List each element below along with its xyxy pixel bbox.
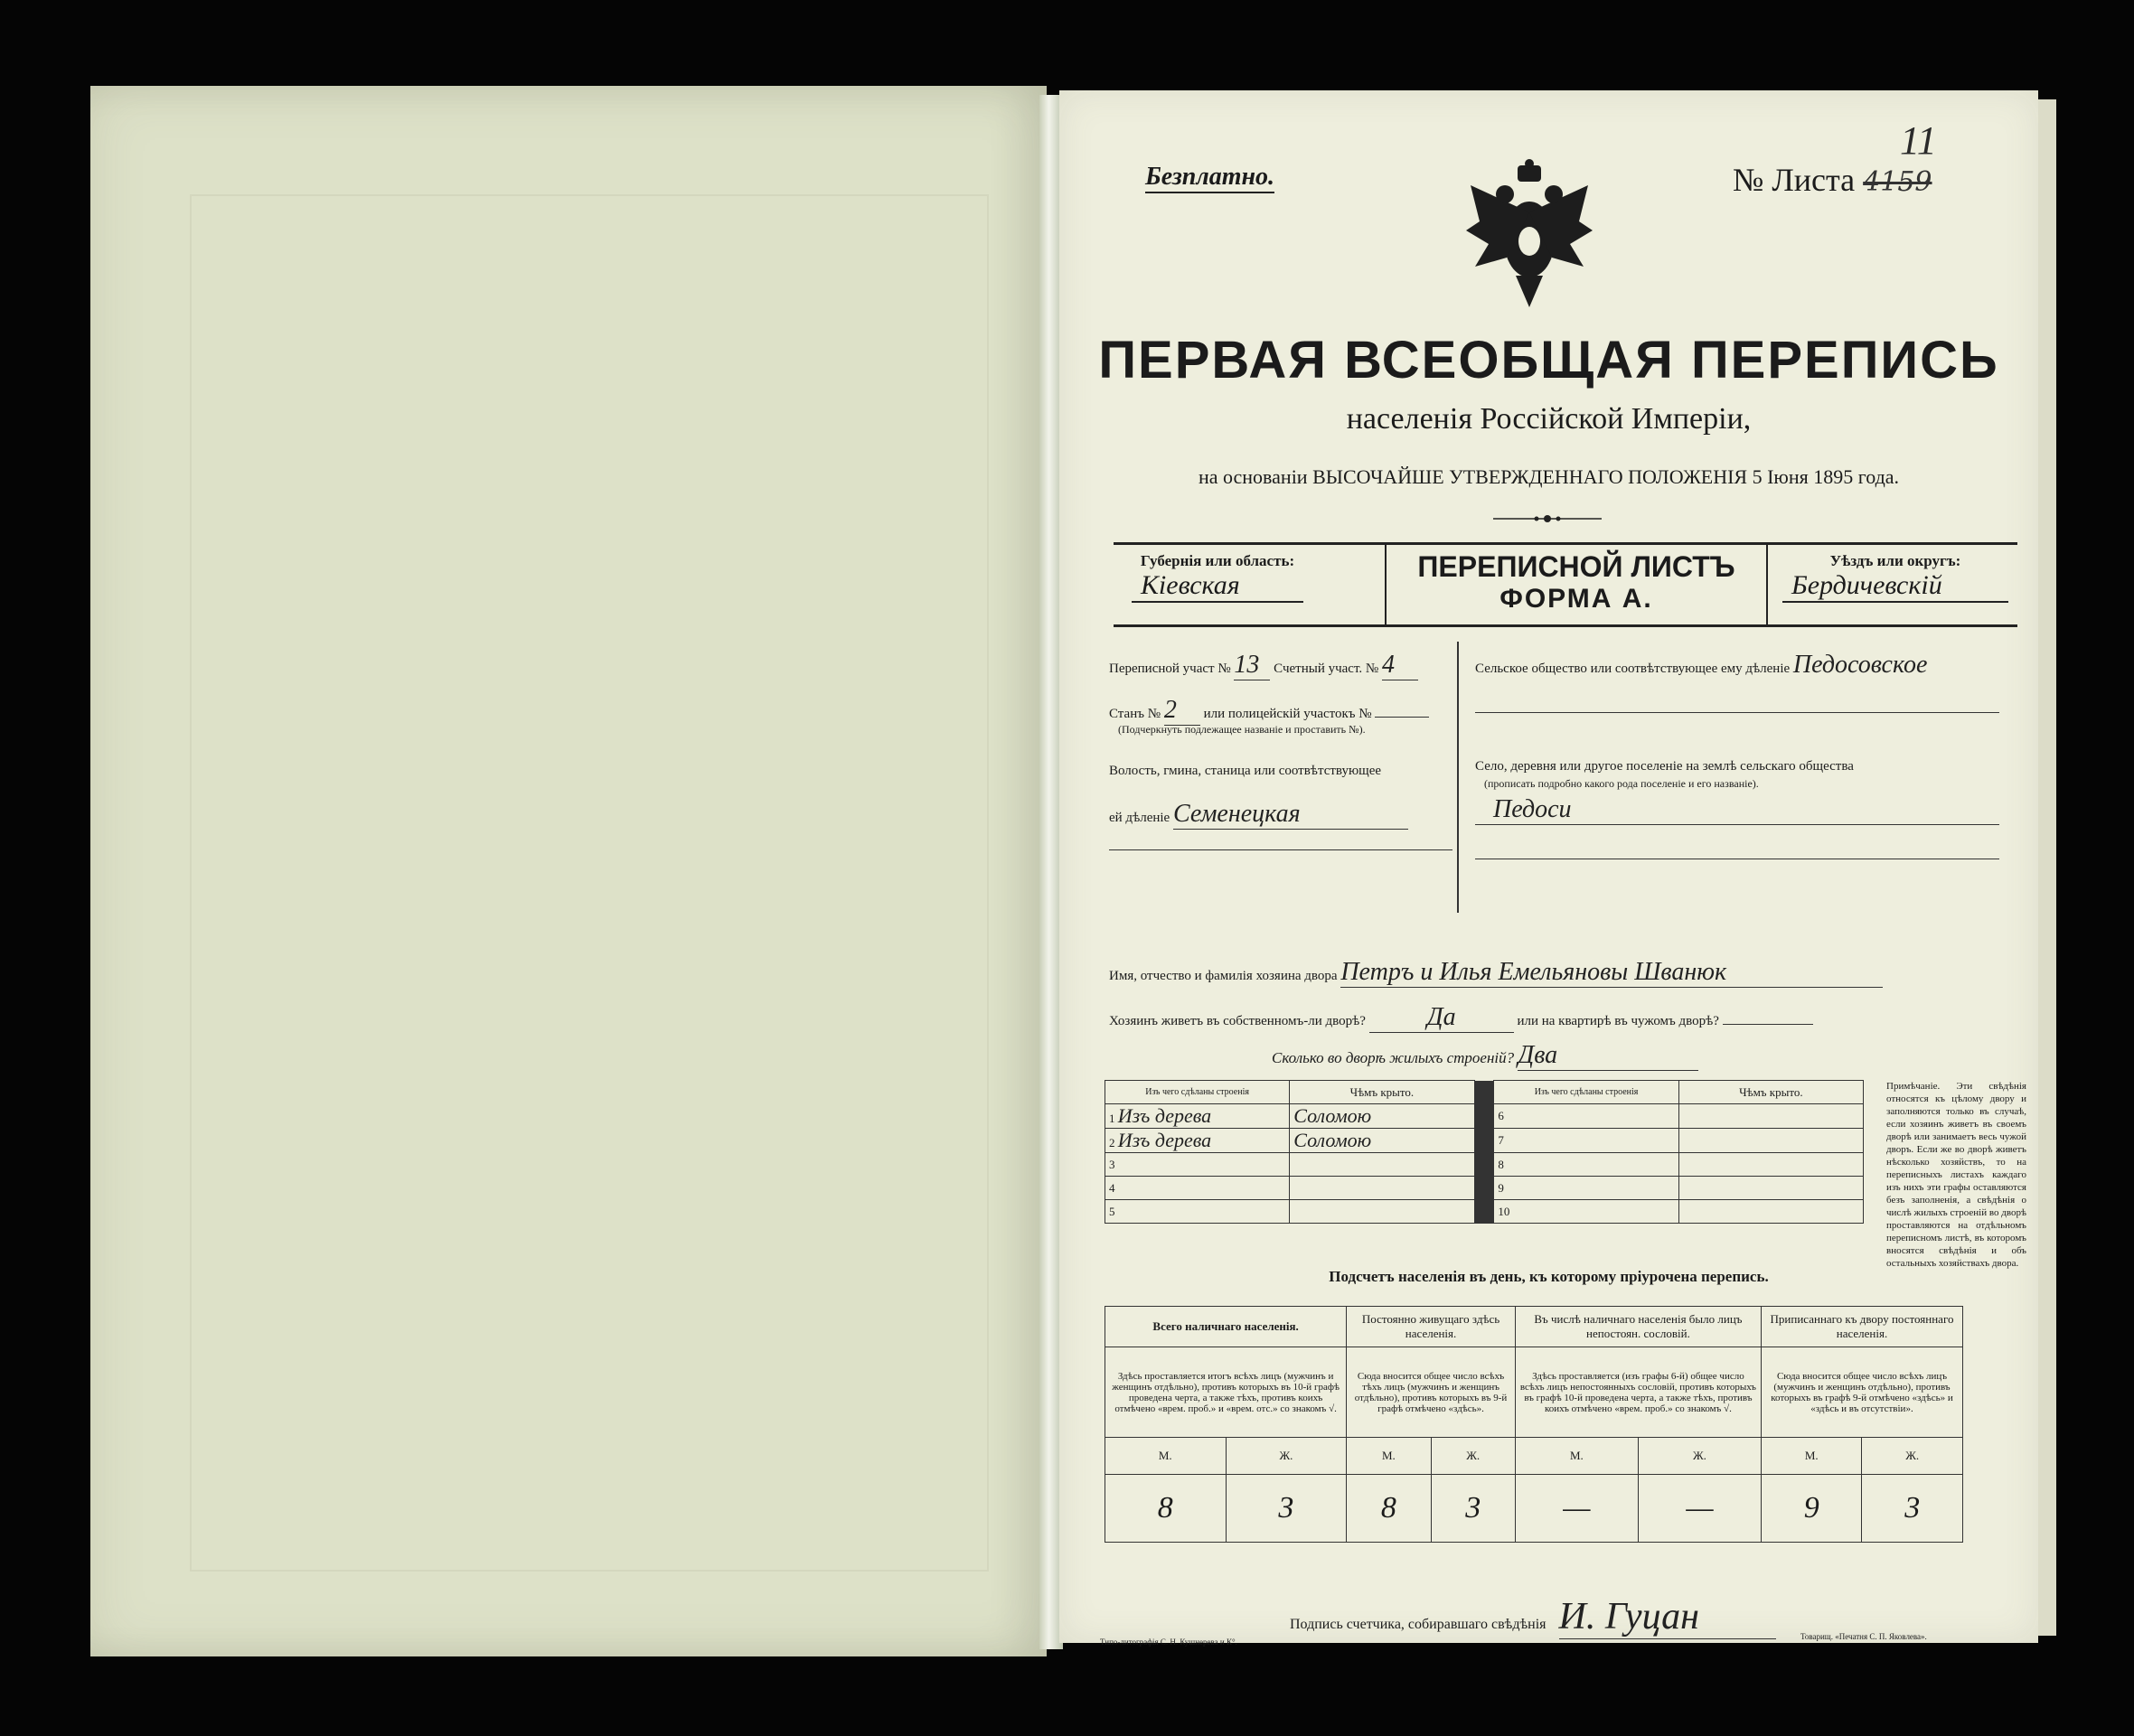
page-edge: [2038, 99, 2056, 1636]
female-label: Ж.: [1226, 1438, 1347, 1475]
buildings-row: [1272, 1041, 1698, 1071]
transient-male-value: —: [1515, 1475, 1638, 1543]
uezd-label: Уѣздъ или округъ:: [1829, 552, 1961, 569]
row-num: 5: [1109, 1204, 1115, 1218]
permanent-male-value: 8: [1347, 1475, 1431, 1543]
village-note: (прописать подробно какого рода поселеніе и его названіе).: [1484, 777, 1759, 790]
material-value: Изъ дерева: [1117, 1104, 1212, 1127]
divider-ornament: [1493, 513, 1602, 524]
society-row: [1475, 651, 1999, 680]
volost-row: [1109, 800, 1408, 830]
sheet-number-struck: 4159: [1863, 166, 1932, 198]
roof-value: Соломою: [1293, 1104, 1372, 1127]
col-roof: Чѣмъ крыто.: [1290, 1081, 1474, 1104]
buildings-value: Два: [1518, 1041, 1698, 1071]
rented-label: или на квартирѣ въ чужомъ дворѣ?: [1517, 1014, 1719, 1028]
signature-label: Подпись счетчика, собиравшаго свѣдѣнія: [1290, 1617, 1546, 1632]
summary-desc: Сюда вносится общее число всѣхъ лицъ (мужчинъ и женщинъ отдѣльно), противъ которыхъ въ графѣ 9-й отмѣчено «здѣсь» и «здѣсь и въ отсутствіи».: [1761, 1347, 1962, 1438]
signature-row: [1290, 1595, 1776, 1639]
society-label: Сельское общество или соотвѣтствующее ему дѣленіе: [1475, 662, 1791, 676]
row-num: 6: [1498, 1109, 1504, 1122]
owner-row: [1109, 958, 2013, 988]
volost-label-2: ей дѣленіе: [1109, 811, 1170, 825]
buildings-note: Примѣчаніе. Эти свѣдѣнія относятся къ цѣлому двору и заполняются только въ случаѣ, если хозяинъ живетъ въ своемъ дворѣ или занимаетъ весь чужой дворъ. Если же во дворѣ живетъ нѣсколько хозяйствъ, то на переписныхъ листахъ каждаго изъ нихъ эти графы оставляются безъ заполненія, а свѣдѣнія о числѣ жилыхъ строеній во дворѣ проставляются на отдѣльномъ переписномъ листѣ, въ которомъ вносятся свѣдѣнія и объ остальныхъ хозяйствахъ двора.: [1886, 1081, 2026, 1269]
buildings-table-row: [1105, 1177, 1864, 1200]
volost-label: Волость, гмина, станица или соотвѣтствующее: [1109, 764, 1382, 778]
summary-title: Подсчетъ населенія въ день, къ которому пріурочена перепись.: [1329, 1268, 1769, 1285]
gubernia-field: [1132, 552, 1303, 615]
summary-values-row: [1105, 1475, 1963, 1543]
stan-row: [1109, 696, 1429, 726]
census-form-page: [1059, 90, 2038, 1647]
col-roof-2: Чѣмъ крыто.: [1678, 1081, 1863, 1104]
volost-value: Семенецкая: [1173, 800, 1408, 830]
column-divider: [1457, 642, 1459, 913]
own-house-label: Хозяинъ живетъ въ собственномъ-ли дворѣ?: [1109, 1014, 1366, 1028]
row-num: 1: [1109, 1112, 1115, 1125]
row-num: 3: [1109, 1157, 1115, 1171]
summary-header-row: [1105, 1307, 1963, 1347]
schetnyi-label: Счетный участ. №: [1274, 662, 1379, 676]
summary-desc: Здѣсь проставляется итогъ всѣхъ лицъ (мужчинъ и женщинъ отдѣльно), противъ которыхъ въ 10-й графѣ проведена черта, а также тѣхъ, противъ коихъ отмѣчено «врем. проб.» и «врем. отс.» со знакомъ √.: [1105, 1347, 1347, 1438]
total-female-value: 3: [1226, 1475, 1347, 1543]
col-material: Изъ чего сдѣланы строенія: [1105, 1081, 1290, 1104]
census-subtitle: населенія Россійской Имперіи,: [1346, 402, 1752, 436]
left-blank-page: [90, 86, 1047, 1656]
form-name: ФОРМА А.: [1499, 584, 1653, 614]
registered-female-value: 3: [1862, 1475, 1963, 1543]
summary-desc: Сюда вносится общее число всѣхъ тѣхъ лицъ (мужчинъ и женщинъ отдѣльно), противъ которыхъ въ 9-й графѣ отмѣчено «здѣсь».: [1347, 1347, 1516, 1438]
form-sheet-title: ПЕРЕПИСНОЙ ЛИСТЪ: [1417, 550, 1735, 583]
row-num: 9: [1498, 1180, 1504, 1195]
male-label: М.: [1761, 1438, 1861, 1475]
population-summary-table: [1105, 1306, 1963, 1543]
row-num: 4: [1109, 1180, 1115, 1195]
residence-row: [1109, 1003, 2013, 1033]
printer-imprint-left: Типо-литографія С. Н. Кушнерева и К°.: [1100, 1637, 1237, 1647]
police-note: (Подчеркнуть подлежащее названіе и проставить №).: [1118, 723, 1366, 736]
printer-imprint-right: Товарищ. «Печатня С. П. Яковлева».: [1800, 1632, 1927, 1641]
summary-col-transient: Въ числѣ наличнаго населенія было лицъ непостоян. сословій.: [1515, 1307, 1761, 1347]
village-row: [1475, 795, 1999, 825]
buildings-table-row: [1105, 1104, 1864, 1129]
bleed-through-frame: [190, 194, 989, 1572]
row-num: 2: [1109, 1136, 1115, 1150]
summary-col-total: Всего наличнаго населенія.: [1105, 1307, 1347, 1347]
summary-col-permanent: Постоянно живущаго здѣсь населенія.: [1347, 1307, 1516, 1347]
transient-female-value: —: [1638, 1475, 1761, 1543]
sheet-number-label: № Листа: [1733, 162, 1856, 198]
census-title: ПЕРВАЯ ВСЕОБЩАЯ ПЕРЕПИСЬ: [1098, 331, 1999, 389]
district-numbers-row: [1109, 651, 1418, 680]
police-label: или полицейскій участокъ №: [1203, 707, 1372, 721]
perepisnoi-value: 13: [1234, 651, 1270, 680]
owner-value: Петръ и Илья Емельяновы Шванюк: [1340, 958, 1883, 988]
society-line: [1475, 712, 1999, 713]
gubernia-label: Губернія или область:: [1140, 552, 1295, 569]
row-num: 7: [1498, 1133, 1504, 1147]
owner-label: Имя, отчество и фамилія хозяина двора: [1109, 969, 1338, 983]
roof-value: Соломою: [1293, 1129, 1372, 1151]
village-label: Село, деревня или другое поселеніе на землѣ сельскаго общества: [1475, 759, 1854, 774]
row-num: 8: [1498, 1157, 1504, 1171]
total-male-value: 8: [1105, 1475, 1227, 1543]
buildings-table-row: [1105, 1153, 1864, 1177]
summary-desc: Здѣсь проставляется (изъ графы 6-й) общее число всѣхъ лицъ непостоянныхъ сословій, противъ которыхъ въ графѣ 10-й проведена черта, а также тѣхъ, противъ коихъ отмѣчено «врем. проб.» со знакомъ √.: [1515, 1347, 1761, 1438]
male-label: М.: [1347, 1438, 1431, 1475]
buildings-table-header: [1105, 1081, 1864, 1104]
sheet-number: [1733, 161, 1932, 199]
uezd-value: Бердичевскій: [1782, 570, 2008, 603]
perepisnoi-label: Переписной участ №: [1109, 662, 1231, 676]
stan-value: 2: [1164, 696, 1200, 726]
female-label: Ж.: [1862, 1438, 1963, 1475]
male-label: М.: [1515, 1438, 1638, 1475]
summary-desc-row: [1105, 1347, 1963, 1438]
row-num: 10: [1498, 1204, 1510, 1218]
male-label: М.: [1105, 1438, 1227, 1475]
sheet-number-handwritten: 11: [1900, 118, 1937, 163]
permanent-female-value: 3: [1431, 1475, 1515, 1543]
summary-sex-row: [1105, 1438, 1963, 1475]
buildings-table: [1105, 1080, 1864, 1224]
uezd-field: [1782, 552, 2008, 603]
summary-col-registered: Приписаннаго къ двору постояннаго населенія.: [1761, 1307, 1962, 1347]
village-value: Педоси: [1493, 795, 1572, 823]
buildings-table-row: [1105, 1200, 1864, 1224]
material-value: Изъ дерева: [1117, 1129, 1212, 1151]
signature-value: И. Гуцан: [1559, 1595, 1776, 1639]
form-title-block: [1385, 545, 1768, 624]
free-label: Безплатно.: [1145, 163, 1274, 193]
female-label: Ж.: [1431, 1438, 1515, 1475]
own-house-value: Да: [1369, 1003, 1514, 1033]
stan-label: Станъ №: [1109, 707, 1161, 721]
society-value: Педосовское: [1792, 651, 1928, 679]
schetnyi-value: 4: [1382, 651, 1418, 680]
volost-extra-line: [1109, 849, 1452, 850]
form-header-box: [1114, 542, 2017, 627]
female-label: Ж.: [1638, 1438, 1761, 1475]
registered-male-value: 9: [1761, 1475, 1861, 1543]
double-headed-eagle-emblem: [1462, 158, 1597, 312]
census-basis: на основаніи ВЫСОЧАЙШЕ УТВЕРЖДЕННАГО ПОЛОЖЕНІЯ 5 Іюня 1895 года.: [1198, 465, 1900, 488]
gubernia-value: Кіевская: [1132, 570, 1303, 603]
buildings-label: Сколько во дворѣ жилыхъ строеній?: [1272, 1049, 1515, 1066]
col-material-2: Изъ чего сдѣланы строенія: [1494, 1081, 1678, 1104]
buildings-table-row: [1105, 1129, 1864, 1153]
